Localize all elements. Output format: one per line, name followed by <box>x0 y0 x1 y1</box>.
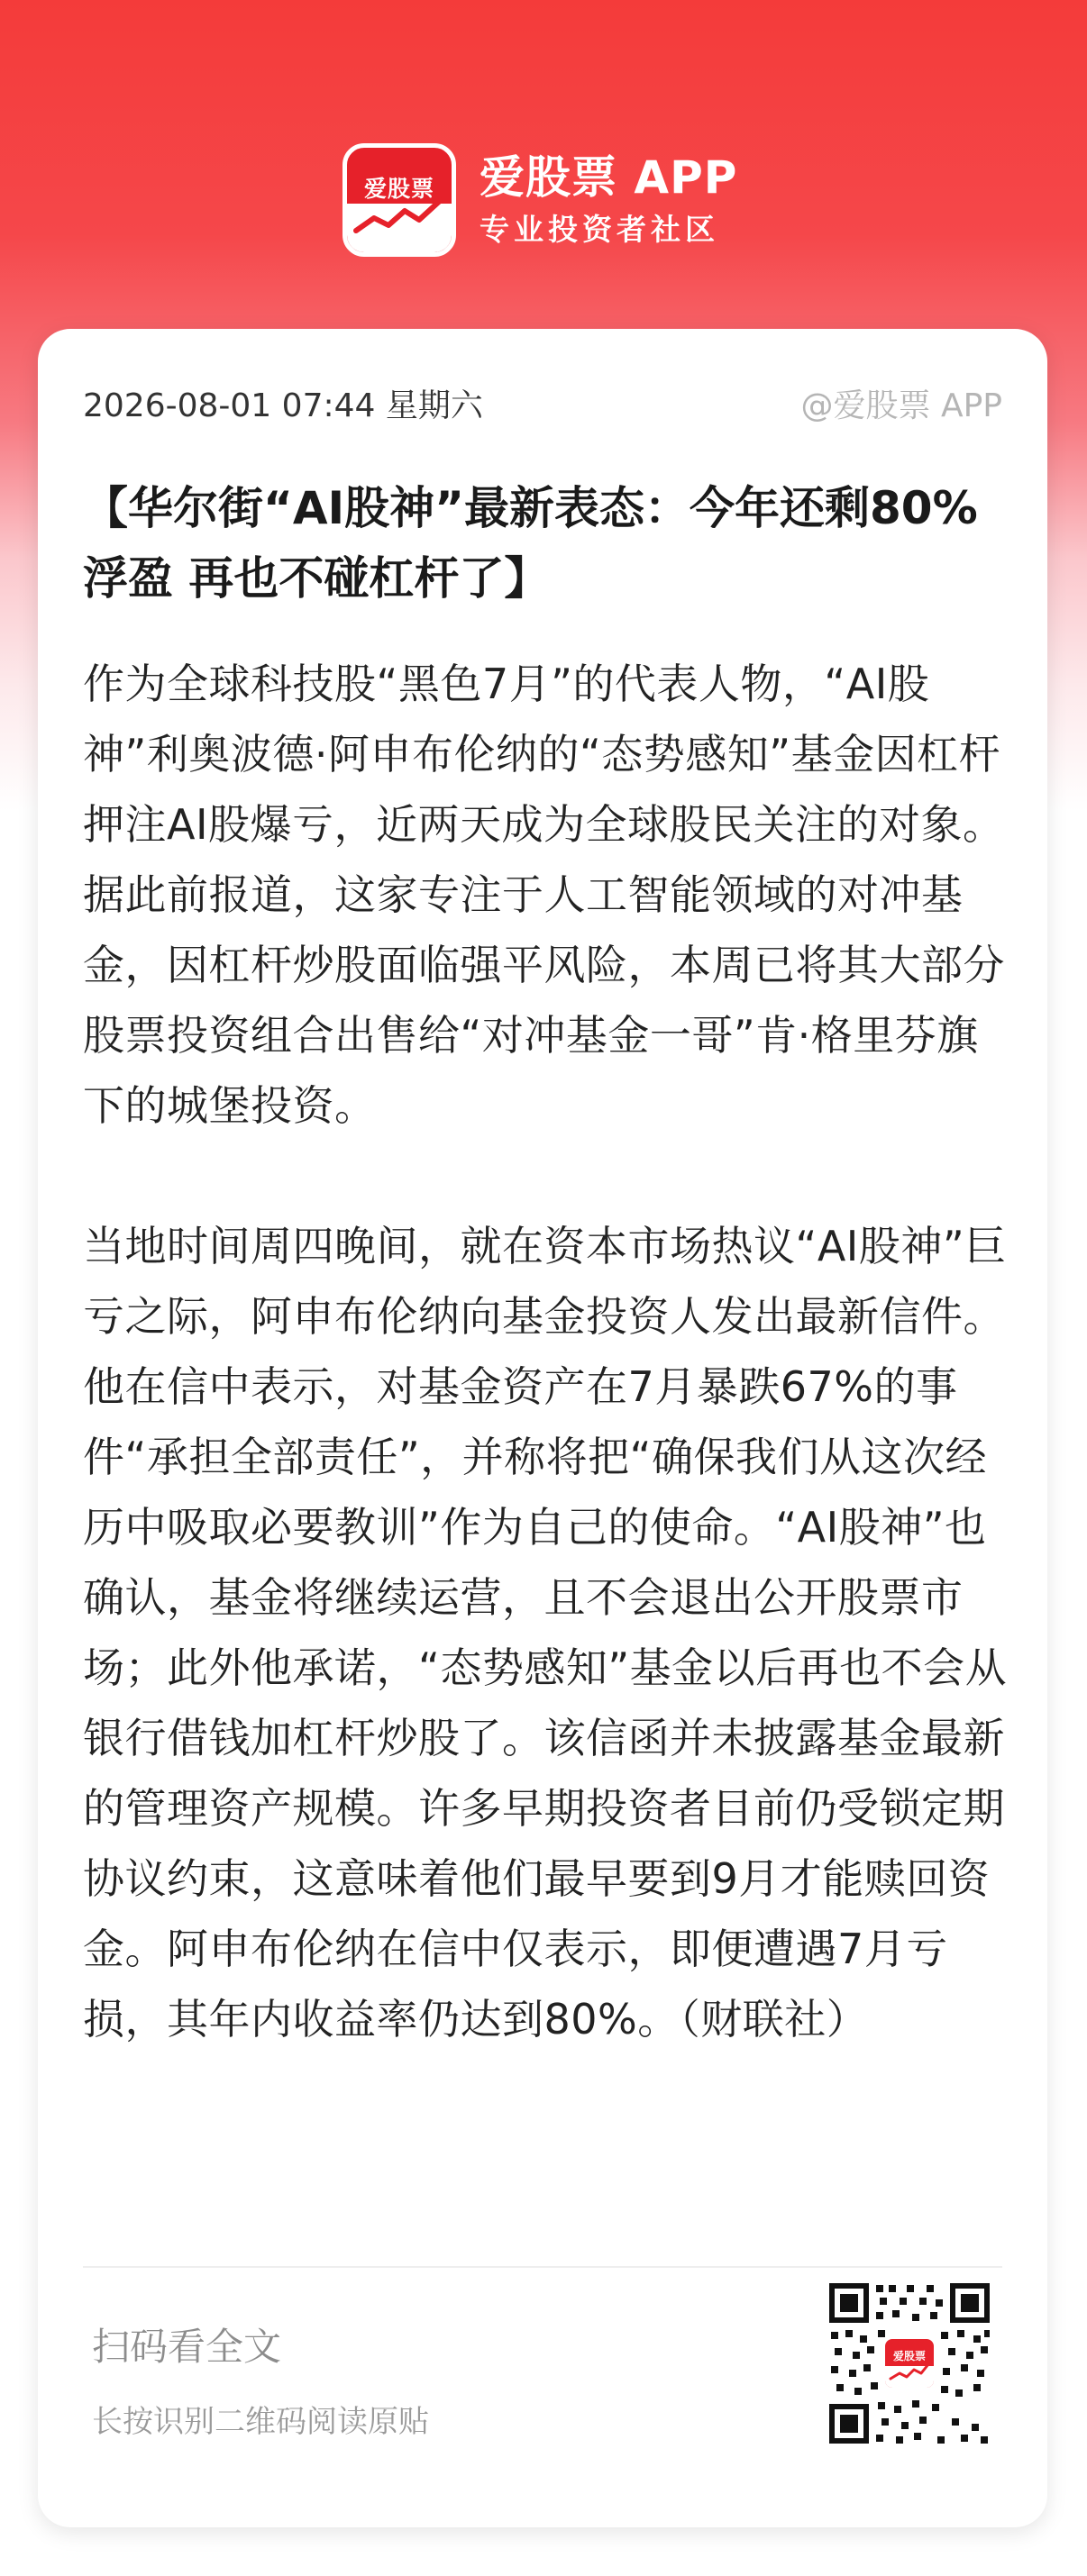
logo-chart-line-icon <box>347 148 452 252</box>
app-logo-icon <box>343 143 456 257</box>
article-body <box>83 649 1008 2054</box>
qr-badge-chart-icon <box>885 2339 934 2388</box>
article-meta <box>83 385 1002 428</box>
article-source: @爱股票 APP <box>800 387 1002 424</box>
article-card <box>38 329 1047 2527</box>
footer-divider <box>83 2266 1002 2268</box>
app-tagline: 专业投资者社区 <box>480 212 719 247</box>
qr-badge-text: 爱股票 <box>892 2350 926 2362</box>
app-brand <box>343 142 737 258</box>
qr-code-icon[interactable] <box>826 2280 993 2447</box>
article-title: 【华尔街“AI股神”最新表态：今年还剩80%浮盈 再也不碰杠杆了】 <box>83 482 978 605</box>
article-paragraph: 当地时间周四晚间，就在资本市场热议“AI股神”巨亏之际，阿申布伦纳向基金投资人发出最新信件。他在信中表示，对基金资产在7月暴跌67%的事件“承担全部责任”，并称将把“确保我们从这次经历中吸取必要教训”作为自己的使命。“AI股神”也确认，基金将继续运营，且不会退出公开股票市场；此外他承诺，“态势感知”基金以后再也不会从银行借钱加杠杆炒股了。该信函并未披露基金最新的管理资产规模。许多早期投资者目前仍受锁定期协议约束，这意味着他们最早要到9月才能赎回资金。阿申布伦纳在信中仅表示，即便遭遇7月亏损，其年内收益率仍达到80%。（财联社） <box>83 1222 1008 2044</box>
article-datetime: 2026-08-01 07:44 星期六 <box>83 387 483 424</box>
app-logo-text: 爱股票 <box>363 176 434 202</box>
app-name: 爱股票 APP <box>480 151 738 204</box>
article-paragraph: 作为全球科技股“黑色7月”的代表人物，“AI股神”利奥波德·阿申布伦纳的“态势感知”基金因杠杆押注AI股爆亏，近两天成为全球股民关注的对象。据此前报道，这家专注于人工智能领域的对冲基金，因杠杆炒股面临强平风险，本周已将其大部分股票投资组合出售给“对冲基金一哥”肯·格里芬旗下的城堡投资。 <box>83 660 1005 1130</box>
qr-logo-badge <box>881 2335 937 2391</box>
scan-hint: 长按识别二维码阅读原贴 <box>92 2404 429 2440</box>
scan-title: 扫码看全文 <box>92 2325 282 2369</box>
